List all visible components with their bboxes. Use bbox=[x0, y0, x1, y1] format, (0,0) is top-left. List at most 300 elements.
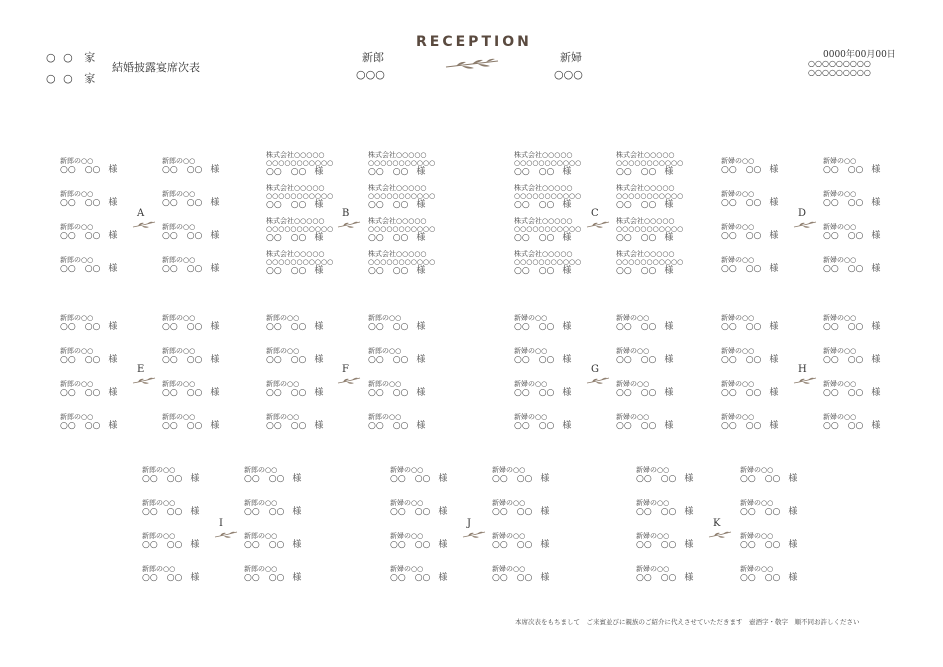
guest-role: 新郎の○○ bbox=[60, 190, 94, 198]
guest-honorific: 様 bbox=[314, 421, 324, 431]
guest-entry bbox=[162, 256, 219, 275]
guest-name: ○○ ○○ bbox=[60, 165, 101, 175]
guest-role: 株式会社○○○○○ bbox=[616, 151, 675, 159]
guest-entry bbox=[266, 314, 323, 333]
guest-role: 株式会社○○○○○ bbox=[368, 184, 427, 192]
guest-role: 新郎の○○ bbox=[162, 413, 196, 421]
guest-honorific: 様 bbox=[190, 474, 200, 484]
guest-entry bbox=[368, 217, 435, 244]
guest-entry bbox=[60, 380, 117, 399]
guest-name: ○○ ○○ bbox=[514, 355, 555, 365]
guest-name: ○○ ○○ bbox=[740, 507, 781, 517]
guest-entry bbox=[142, 532, 199, 551]
guest-name: ○○ ○○ bbox=[162, 231, 203, 241]
guest-honorific: 様 bbox=[871, 355, 881, 365]
guest-role: 新婦の○○ bbox=[390, 565, 424, 573]
guest-name-row bbox=[390, 540, 447, 551]
guest-role: 新郎の○○ bbox=[266, 413, 300, 421]
guest-entry bbox=[823, 413, 880, 432]
guest-role: 新婦の○○ bbox=[740, 499, 774, 507]
guest-role: 新郎の○○ bbox=[162, 347, 196, 355]
guest-honorific: 様 bbox=[438, 540, 448, 550]
guest-name-row bbox=[823, 421, 880, 432]
guest-role-line-2: ○○○○○○○○○○○ bbox=[616, 258, 684, 266]
leaf-sprig-icon bbox=[336, 219, 362, 231]
guest-name-row bbox=[266, 421, 323, 432]
guest-honorific: 様 bbox=[314, 322, 324, 332]
guest-entry bbox=[266, 347, 323, 366]
guest-honorific: 様 bbox=[871, 165, 881, 175]
guest-name-row bbox=[60, 264, 117, 275]
guest-entry bbox=[266, 413, 323, 432]
leaf-sprig-icon bbox=[213, 529, 239, 541]
guest-name: ○○ ○○ bbox=[244, 573, 285, 583]
guest-entry bbox=[390, 499, 447, 518]
guest-honorific: 様 bbox=[190, 507, 200, 517]
guest-honorific: 様 bbox=[416, 200, 426, 210]
guest-role: 株式会社○○○○○ bbox=[368, 151, 427, 159]
guest-honorific: 様 bbox=[108, 421, 118, 431]
guest-honorific: 様 bbox=[769, 355, 779, 365]
guest-role: 新婦の○○ bbox=[823, 314, 857, 322]
guest-role-line-2: ○○○○○○○○○○○ bbox=[266, 192, 334, 200]
guest-name-row bbox=[266, 388, 323, 399]
family-name-1 bbox=[46, 49, 95, 65]
bride-name: ○○○ bbox=[554, 68, 583, 81]
guest-honorific: 様 bbox=[871, 198, 881, 208]
guest-name: ○○ ○○ bbox=[266, 388, 307, 398]
guest-role: 新婦の○○ bbox=[721, 347, 755, 355]
guest-role-line-2: ○○○○○○○○○○○ bbox=[616, 192, 684, 200]
guest-honorific: 様 bbox=[438, 573, 448, 583]
guest-role: 新婦の○○ bbox=[823, 157, 857, 165]
guest-role-line-2: ○○○○○○○○○○○ bbox=[266, 225, 334, 233]
table-letter: C bbox=[591, 208, 599, 219]
guest-role: 新郎の○○ bbox=[266, 347, 300, 355]
guest-name-row bbox=[721, 355, 778, 366]
guest-role: 新婦の○○ bbox=[636, 565, 670, 573]
guest-entry bbox=[368, 151, 435, 178]
guest-honorific: 様 bbox=[684, 540, 694, 550]
guest-entry bbox=[514, 413, 571, 432]
guest-name: ○○ ○○ bbox=[60, 388, 101, 398]
guest-name-row bbox=[368, 421, 425, 432]
guest-honorific: 様 bbox=[871, 421, 881, 431]
guest-role: 新郎の○○ bbox=[244, 466, 278, 474]
guest-role: 新婦の○○ bbox=[721, 256, 755, 264]
guest-honorific: 様 bbox=[769, 198, 779, 208]
table-letter: J bbox=[467, 518, 472, 529]
guest-role: 新婦の○○ bbox=[823, 256, 857, 264]
guest-name-row bbox=[244, 573, 301, 584]
guest-role: 新郎の○○ bbox=[60, 347, 94, 355]
family-name-1-label: 家 bbox=[84, 51, 96, 64]
guest-role: 新婦の○○ bbox=[721, 314, 755, 322]
guest-name-row bbox=[514, 421, 571, 432]
guest-name: ○○ ○○ bbox=[721, 165, 762, 175]
guest-name-row bbox=[162, 231, 219, 242]
guest-entry bbox=[162, 157, 219, 176]
guest-role: 新郎の○○ bbox=[162, 256, 196, 264]
wedding-date: 0000年00月00日 bbox=[823, 50, 896, 60]
guest-name-row bbox=[492, 573, 549, 584]
guest-name: ○○ ○○ bbox=[740, 474, 781, 484]
guest-entry bbox=[368, 413, 425, 432]
family-name-2-label: 家 bbox=[84, 72, 96, 85]
guest-honorific: 様 bbox=[314, 233, 324, 243]
guest-honorific: 様 bbox=[210, 322, 220, 332]
guest-entry bbox=[368, 250, 435, 277]
guest-name: ○○ ○○ bbox=[142, 474, 183, 484]
guest-honorific: 様 bbox=[871, 231, 881, 241]
guest-name-row bbox=[266, 322, 323, 333]
guest-name-row bbox=[514, 233, 581, 244]
guest-role-line-2: ○○○○○○○○○○○ bbox=[514, 159, 582, 167]
guest-entry bbox=[142, 565, 199, 584]
guest-entry bbox=[616, 413, 673, 432]
guest-entry bbox=[616, 217, 683, 244]
guest-name-row bbox=[266, 200, 333, 211]
guest-entry bbox=[266, 380, 323, 399]
guest-role: 株式会社○○○○○ bbox=[368, 217, 427, 225]
guest-honorific: 様 bbox=[314, 388, 324, 398]
guest-entry bbox=[514, 380, 571, 399]
guest-role: 新婦の○○ bbox=[390, 499, 424, 507]
guest-honorific: 様 bbox=[788, 507, 798, 517]
guest-honorific: 様 bbox=[540, 507, 550, 517]
guest-role: 新婦の○○ bbox=[721, 413, 755, 421]
guest-name: ○○ ○○ bbox=[823, 198, 864, 208]
guest-name: ○○ ○○ bbox=[823, 264, 864, 274]
table-letter: D bbox=[798, 208, 807, 219]
guest-name-row bbox=[616, 233, 683, 244]
guest-name-row bbox=[616, 266, 683, 277]
guest-name: ○○ ○○ bbox=[823, 421, 864, 431]
guest-honorific: 様 bbox=[871, 388, 881, 398]
guest-name-row bbox=[244, 540, 301, 551]
guest-honorific: 様 bbox=[769, 264, 779, 274]
guest-entry bbox=[244, 499, 301, 518]
guest-honorific: 様 bbox=[562, 388, 572, 398]
guest-entry bbox=[162, 380, 219, 399]
guest-role-line-2: ○○○○○○○○○○○ bbox=[616, 225, 684, 233]
guest-name-row bbox=[492, 540, 549, 551]
guest-name-row bbox=[636, 474, 693, 485]
guest-name: ○○ ○○ bbox=[823, 355, 864, 365]
guest-role: 新婦の○○ bbox=[492, 466, 526, 474]
guest-entry bbox=[390, 466, 447, 485]
guest-role: 新郎の○○ bbox=[60, 413, 94, 421]
guest-name-row bbox=[636, 507, 693, 518]
guest-name-row bbox=[60, 198, 117, 209]
guest-name: ○○ ○○ bbox=[616, 421, 657, 431]
guest-name: ○○ ○○ bbox=[636, 573, 677, 583]
guest-role: 株式会社○○○○○ bbox=[514, 184, 573, 192]
guest-name-row bbox=[514, 167, 581, 178]
table-letter: K bbox=[713, 518, 721, 529]
guest-name-row bbox=[162, 322, 219, 333]
guest-role: 新郎の○○ bbox=[368, 413, 402, 421]
guest-name: ○○ ○○ bbox=[390, 474, 431, 484]
guest-name: ○○ ○○ bbox=[244, 474, 285, 484]
guest-entry bbox=[514, 151, 581, 178]
guest-name: ○○ ○○ bbox=[142, 507, 183, 517]
guest-name-row bbox=[162, 355, 219, 366]
guest-role-line-2: ○○○○○○○○○○○ bbox=[368, 225, 436, 233]
guest-name: ○○ ○○ bbox=[514, 266, 555, 276]
guest-honorific: 様 bbox=[292, 540, 302, 550]
guest-honorific: 様 bbox=[871, 264, 881, 274]
guest-entry bbox=[514, 217, 581, 244]
guest-role: 株式会社○○○○○ bbox=[368, 250, 427, 258]
guest-entry bbox=[514, 250, 581, 277]
guest-entry bbox=[60, 413, 117, 432]
guest-role-line-2: ○○○○○○○○○○○ bbox=[368, 258, 436, 266]
guest-name: ○○ ○○ bbox=[142, 573, 183, 583]
guest-entry bbox=[823, 157, 880, 176]
guest-role: 新婦の○○ bbox=[616, 347, 650, 355]
guest-entry bbox=[266, 184, 333, 211]
guest-entry bbox=[266, 250, 333, 277]
guest-honorific: 様 bbox=[664, 355, 674, 365]
guest-entry bbox=[244, 565, 301, 584]
guest-honorific: 様 bbox=[416, 233, 426, 243]
guest-honorific: 様 bbox=[562, 266, 572, 276]
guest-name-row bbox=[740, 540, 797, 551]
guest-entry bbox=[721, 223, 778, 242]
guest-name-row bbox=[514, 200, 581, 211]
table-letter: H bbox=[798, 364, 807, 375]
guest-name-row bbox=[266, 355, 323, 366]
guest-name: ○○ ○○ bbox=[823, 231, 864, 241]
guest-role: 新婦の○○ bbox=[636, 532, 670, 540]
guest-name: ○○ ○○ bbox=[514, 322, 555, 332]
guest-role: 新郎の○○ bbox=[162, 380, 196, 388]
guest-name-row bbox=[616, 322, 673, 333]
guest-name: ○○ ○○ bbox=[60, 355, 101, 365]
guest-entry bbox=[162, 314, 219, 333]
guest-honorific: 様 bbox=[562, 322, 572, 332]
guest-honorific: 様 bbox=[292, 507, 302, 517]
guest-honorific: 様 bbox=[664, 200, 674, 210]
guest-name: ○○ ○○ bbox=[514, 167, 555, 177]
guest-name: ○○ ○○ bbox=[60, 231, 101, 241]
guest-name-row bbox=[244, 507, 301, 518]
guest-role: 新郎の○○ bbox=[60, 157, 94, 165]
guest-name-row bbox=[266, 167, 333, 178]
guest-role: 株式会社○○○○○ bbox=[266, 184, 325, 192]
guest-role: 新郎の○○ bbox=[162, 223, 196, 231]
guest-entry bbox=[244, 466, 301, 485]
guest-honorific: 様 bbox=[108, 165, 118, 175]
leaf-sprig-icon bbox=[792, 375, 818, 387]
leaf-sprig-icon bbox=[585, 219, 611, 231]
guest-role: 新婦の○○ bbox=[740, 466, 774, 474]
guest-honorific: 様 bbox=[416, 421, 426, 431]
family-name-1-circles: ○ ○ bbox=[46, 51, 75, 64]
guest-name: ○○ ○○ bbox=[142, 540, 183, 550]
guest-name-row bbox=[616, 167, 683, 178]
guest-name-row bbox=[142, 540, 199, 551]
guest-role: 新婦の○○ bbox=[740, 565, 774, 573]
guest-entry bbox=[823, 347, 880, 366]
guest-name: ○○ ○○ bbox=[740, 573, 781, 583]
guest-name-row bbox=[721, 165, 778, 176]
guest-name-row bbox=[60, 355, 117, 366]
guest-honorific: 様 bbox=[108, 264, 118, 274]
guest-role: 新郎の○○ bbox=[266, 380, 300, 388]
guest-name: ○○ ○○ bbox=[514, 233, 555, 243]
guest-honorific: 様 bbox=[210, 198, 220, 208]
guest-role: 新郎の○○ bbox=[142, 532, 176, 540]
guest-honorific: 様 bbox=[562, 167, 572, 177]
guest-name: ○○ ○○ bbox=[368, 167, 409, 177]
table-letter: E bbox=[137, 364, 145, 375]
guest-entry bbox=[492, 565, 549, 584]
guest-entry bbox=[823, 256, 880, 275]
guest-honorific: 様 bbox=[314, 355, 324, 365]
guest-name-row bbox=[492, 507, 549, 518]
guest-honorific: 様 bbox=[190, 540, 200, 550]
guest-honorific: 様 bbox=[416, 322, 426, 332]
guest-entry bbox=[492, 532, 549, 551]
guest-honorific: 様 bbox=[108, 322, 118, 332]
guest-name: ○○ ○○ bbox=[721, 231, 762, 241]
guest-name-row bbox=[823, 231, 880, 242]
guest-role-line-2: ○○○○○○○○○○○ bbox=[514, 192, 582, 200]
guest-entry bbox=[368, 314, 425, 333]
guest-honorific: 様 bbox=[190, 573, 200, 583]
guest-name-row bbox=[162, 165, 219, 176]
guest-entry bbox=[390, 532, 447, 551]
guest-role: 株式会社○○○○○ bbox=[266, 151, 325, 159]
guest-honorific: 様 bbox=[871, 322, 881, 332]
guest-entry bbox=[740, 499, 797, 518]
guest-role: 新婦の○○ bbox=[721, 223, 755, 231]
guest-name-row bbox=[823, 264, 880, 275]
guest-name: ○○ ○○ bbox=[266, 266, 307, 276]
guest-role: 新郎の○○ bbox=[60, 380, 94, 388]
guest-name: ○○ ○○ bbox=[823, 322, 864, 332]
guest-name: ○○ ○○ bbox=[721, 322, 762, 332]
guest-name: ○○ ○○ bbox=[162, 322, 203, 332]
guest-name: ○○ ○○ bbox=[60, 198, 101, 208]
guest-role-line-2: ○○○○○○○○○○○ bbox=[514, 225, 582, 233]
table-letter: I bbox=[219, 518, 223, 529]
guest-name: ○○ ○○ bbox=[616, 355, 657, 365]
guest-name-row bbox=[390, 573, 447, 584]
guest-role: 新婦の○○ bbox=[492, 532, 526, 540]
guest-role: 新婦の○○ bbox=[823, 380, 857, 388]
guest-role: 新郎の○○ bbox=[368, 380, 402, 388]
guest-role-line-2: ○○○○○○○○○○○ bbox=[266, 258, 334, 266]
guest-entry bbox=[60, 190, 117, 209]
guest-name-row bbox=[616, 200, 683, 211]
guest-name: ○○ ○○ bbox=[162, 264, 203, 274]
leaf-sprig-icon bbox=[442, 55, 502, 77]
guest-role: 新郎の○○ bbox=[368, 347, 402, 355]
guest-role: 新婦の○○ bbox=[636, 466, 670, 474]
guest-role: 新郎の○○ bbox=[368, 314, 402, 322]
guest-role: 株式会社○○○○○ bbox=[514, 250, 573, 258]
guest-name: ○○ ○○ bbox=[368, 322, 409, 332]
bride-label: 新婦 bbox=[560, 51, 582, 64]
guest-honorific: 様 bbox=[438, 474, 448, 484]
guest-entry bbox=[721, 157, 778, 176]
guest-name: ○○ ○○ bbox=[636, 507, 677, 517]
guest-role: 株式会社○○○○○ bbox=[616, 250, 675, 258]
guest-name: ○○ ○○ bbox=[266, 167, 307, 177]
guest-entry bbox=[721, 380, 778, 399]
guest-honorific: 様 bbox=[540, 540, 550, 550]
leaf-sprig-icon bbox=[461, 529, 487, 541]
guest-name-row bbox=[368, 355, 425, 366]
guest-honorific: 様 bbox=[108, 355, 118, 365]
guest-name: ○○ ○○ bbox=[616, 167, 657, 177]
guest-honorific: 様 bbox=[788, 474, 798, 484]
guest-role: 新婦の○○ bbox=[390, 466, 424, 474]
guest-name-row bbox=[616, 355, 673, 366]
guest-role: 株式会社○○○○○ bbox=[514, 217, 573, 225]
guest-name-row bbox=[266, 233, 333, 244]
guest-name-row bbox=[514, 266, 581, 277]
guest-entry bbox=[721, 256, 778, 275]
guest-name-row bbox=[721, 322, 778, 333]
guest-name-row bbox=[514, 322, 571, 333]
guest-name: ○○ ○○ bbox=[162, 421, 203, 431]
guest-role: 新婦の○○ bbox=[492, 499, 526, 507]
guest-name-row bbox=[514, 355, 571, 366]
guest-entry bbox=[390, 565, 447, 584]
family-name-2 bbox=[46, 70, 95, 86]
guest-entry bbox=[142, 499, 199, 518]
guest-role-line-2: ○○○○○○○○○○○ bbox=[368, 192, 436, 200]
guest-name-row bbox=[514, 388, 571, 399]
guest-honorific: 様 bbox=[540, 474, 550, 484]
guest-entry bbox=[514, 347, 571, 366]
guest-honorific: 様 bbox=[684, 507, 694, 517]
guest-role: 株式会社○○○○○ bbox=[266, 217, 325, 225]
guest-entry bbox=[60, 223, 117, 242]
guest-honorific: 様 bbox=[562, 200, 572, 210]
guest-role: 株式会社○○○○○ bbox=[266, 250, 325, 258]
guest-entry bbox=[616, 184, 683, 211]
guest-name-row bbox=[740, 573, 797, 584]
guest-role-line-2: ○○○○○○○○○○○ bbox=[266, 159, 334, 167]
guest-role-line-2: ○○○○○○○○○○○ bbox=[514, 258, 582, 266]
guest-name: ○○ ○○ bbox=[823, 165, 864, 175]
guest-role: 新婦の○○ bbox=[823, 347, 857, 355]
guest-role: 新婦の○○ bbox=[514, 314, 548, 322]
guest-honorific: 様 bbox=[684, 474, 694, 484]
guest-honorific: 様 bbox=[108, 388, 118, 398]
guest-name-row bbox=[368, 388, 425, 399]
guest-honorific: 様 bbox=[416, 388, 426, 398]
guest-name-row bbox=[162, 421, 219, 432]
guest-entry bbox=[636, 466, 693, 485]
guest-name: ○○ ○○ bbox=[721, 388, 762, 398]
guest-name: ○○ ○○ bbox=[616, 322, 657, 332]
guest-honorific: 様 bbox=[108, 198, 118, 208]
guest-name: ○○ ○○ bbox=[368, 233, 409, 243]
guest-name-row bbox=[142, 573, 199, 584]
guest-entry bbox=[266, 217, 333, 244]
guest-role: 新郎の○○ bbox=[244, 532, 278, 540]
guest-name: ○○ ○○ bbox=[721, 264, 762, 274]
guest-name: ○○ ○○ bbox=[368, 266, 409, 276]
leaf-sprig-icon bbox=[792, 219, 818, 231]
guest-role: 新郎の○○ bbox=[60, 256, 94, 264]
